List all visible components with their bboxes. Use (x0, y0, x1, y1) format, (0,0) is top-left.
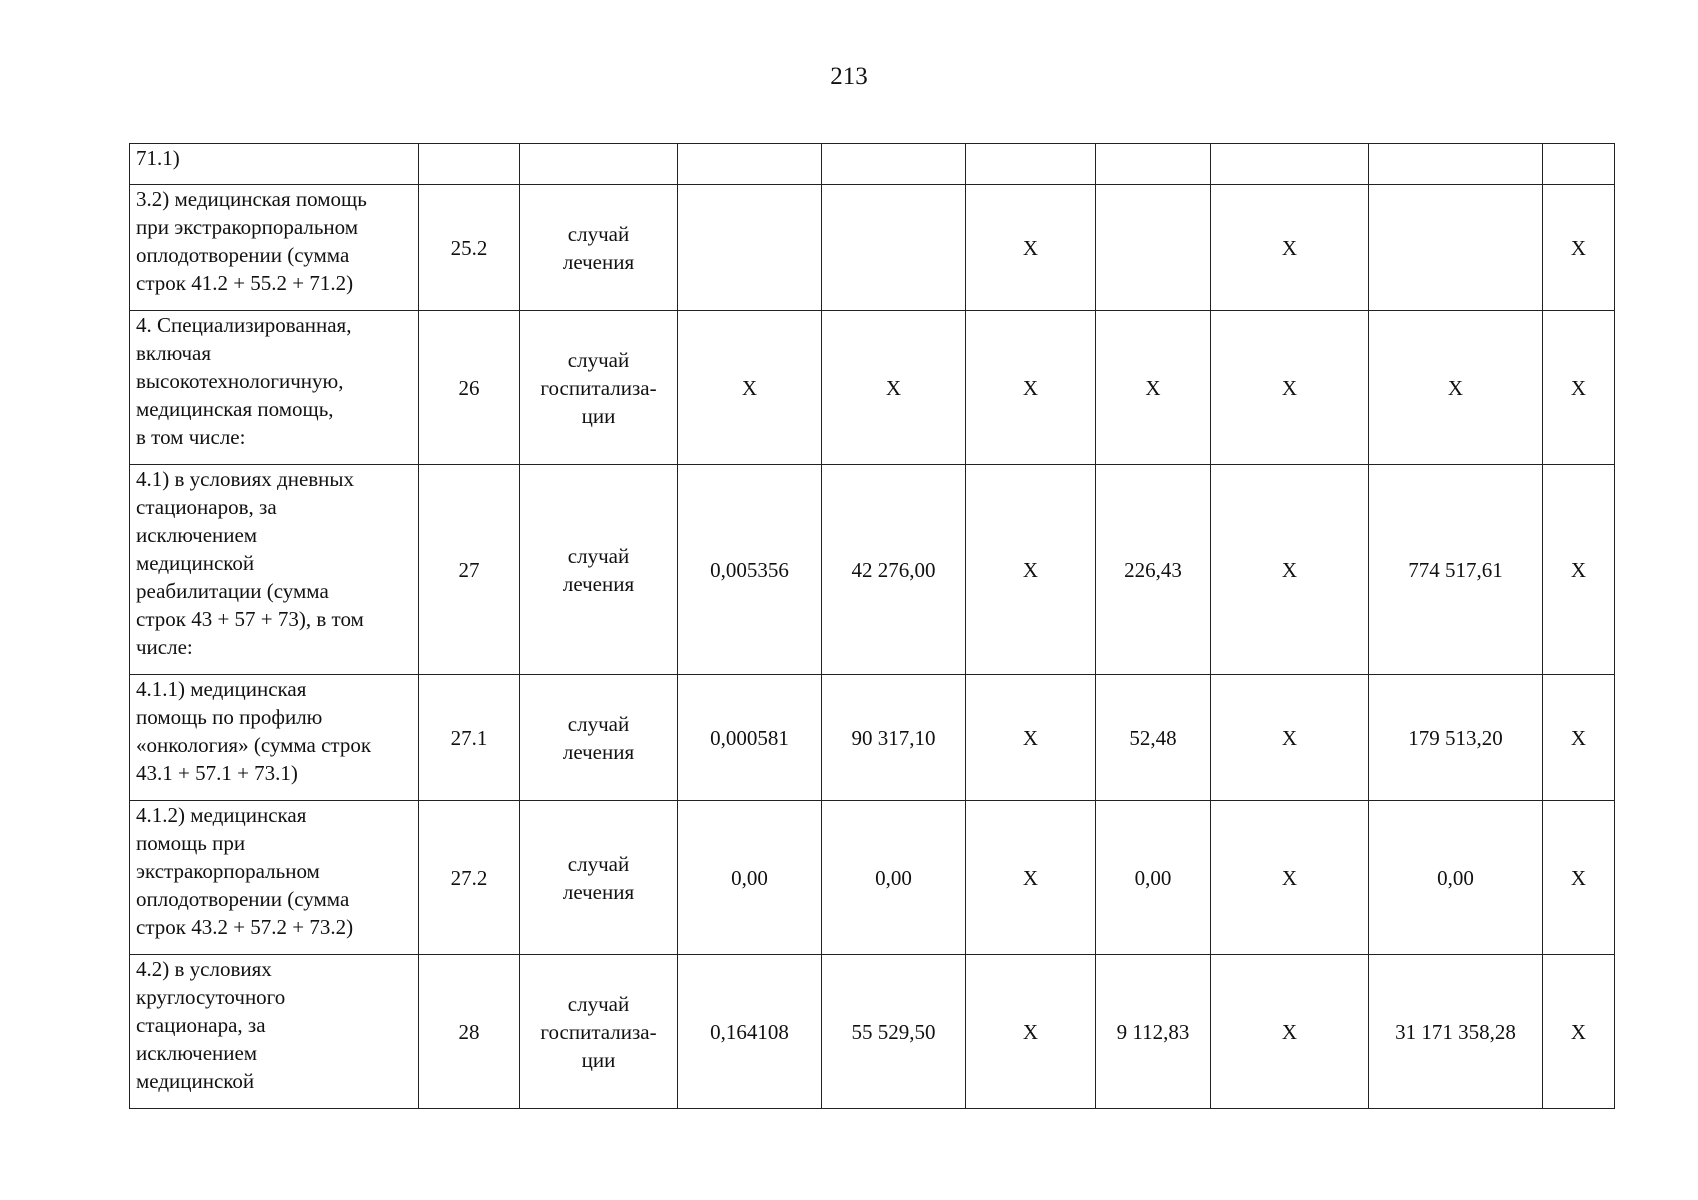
row-value-cell: 0,00 (678, 801, 822, 955)
row-unit-cell: случай лечения (520, 465, 678, 675)
row-value-cell: 90 317,10 (822, 675, 966, 801)
row-unit-cell (520, 144, 678, 185)
row-value-cell: X (966, 801, 1096, 955)
row-value-cell (966, 144, 1096, 185)
row-value-cell: 226,43 (1096, 465, 1211, 675)
table-row (130, 675, 1615, 801)
data-table (129, 143, 1615, 1109)
row-value-cell (1211, 144, 1369, 185)
row-value-cell (1369, 185, 1543, 311)
row-value-cell: X (966, 955, 1096, 1109)
row-value-cell: X (966, 465, 1096, 675)
row-value-cell (822, 144, 966, 185)
row-value-cell: X (1369, 311, 1543, 465)
row-value-cell (1543, 144, 1615, 185)
row-value-cell: X (1211, 801, 1369, 955)
row-value-cell (1369, 144, 1543, 185)
row-value-cell (822, 185, 966, 311)
row-value-cell: X (1543, 675, 1615, 801)
row-value-cell: 0,00 (822, 801, 966, 955)
page-number: 213 (830, 63, 868, 90)
row-value-cell: 0,005356 (678, 465, 822, 675)
row-value-cell: X (966, 185, 1096, 311)
row-name-cell: 4.1.1) медицинская помощь по профилю «онкология» (сумма строк 43.1 + 57.1 + 73.1) (130, 675, 419, 801)
row-value-cell: X (1211, 675, 1369, 801)
row-value-cell: X (678, 311, 822, 465)
table-row (130, 311, 1615, 465)
row-value-cell: 0,00 (1096, 801, 1211, 955)
row-code-cell (419, 144, 520, 185)
row-value-cell: 774 517,61 (1369, 465, 1543, 675)
row-code-cell: 28 (419, 955, 520, 1109)
row-name-cell: 4. Специализированная, включая высокотехнологичную, медицинская помощь, в том числе: (130, 311, 419, 465)
table-row (130, 801, 1615, 955)
row-unit-cell: случай лечения (520, 185, 678, 311)
row-value-cell: X (1543, 465, 1615, 675)
row-name-cell: 4.1.2) медицинская помощь при экстракорпоральном оплодотворении (сумма строк 43.2 + 57.2 + 73.2) (130, 801, 419, 955)
row-code-cell: 27 (419, 465, 520, 675)
row-name-cell: 71.1) (130, 144, 419, 185)
row-name-cell: 4.2) в условиях круглосуточного стационара, за исключением медицинской (130, 955, 419, 1109)
row-value-cell: X (1096, 311, 1211, 465)
table-row (130, 185, 1615, 311)
row-value-cell: 42 276,00 (822, 465, 966, 675)
row-value-cell: X (1211, 185, 1369, 311)
row-value-cell: 31 171 358,28 (1369, 955, 1543, 1109)
row-value-cell: X (1543, 185, 1615, 311)
row-name-cell: 3.2) медицинская помощь при экстракорпоральном оплодотворении (сумма строк 41.2 + 55.2 + 71.2) (130, 185, 419, 311)
row-value-cell: X (1211, 465, 1369, 675)
row-value-cell: X (822, 311, 966, 465)
row-value-cell: 0,164108 (678, 955, 822, 1109)
row-value-cell: 0,00 (1369, 801, 1543, 955)
row-code-cell: 27.1 (419, 675, 520, 801)
row-value-cell (1096, 185, 1211, 311)
row-code-cell: 26 (419, 311, 520, 465)
row-value-cell (1096, 144, 1211, 185)
row-value-cell: 0,000581 (678, 675, 822, 801)
row-value-cell: 52,48 (1096, 675, 1211, 801)
row-unit-cell: случай госпитализа- ции (520, 311, 678, 465)
row-value-cell (678, 144, 822, 185)
table-row (130, 144, 1615, 185)
table-row (130, 955, 1615, 1109)
row-name-cell: 4.1) в условиях дневных стационаров, за исключением медицинской реабилитации (сумма строк 43 + 57 + 73), в том числе: (130, 465, 419, 675)
row-value-cell: X (966, 311, 1096, 465)
row-value-cell: 55 529,50 (822, 955, 966, 1109)
row-value-cell: 179 513,20 (1369, 675, 1543, 801)
row-unit-cell: случай лечения (520, 801, 678, 955)
row-unit-cell: случай госпитализа- ции (520, 955, 678, 1109)
row-value-cell: X (1211, 955, 1369, 1109)
table-row (130, 465, 1615, 675)
row-value-cell: X (966, 675, 1096, 801)
row-value-cell: X (1543, 801, 1615, 955)
row-unit-cell: случай лечения (520, 675, 678, 801)
row-value-cell: X (1543, 955, 1615, 1109)
row-code-cell: 25.2 (419, 185, 520, 311)
row-value-cell: 9 112,83 (1096, 955, 1211, 1109)
row-value-cell (678, 185, 822, 311)
row-code-cell: 27.2 (419, 801, 520, 955)
row-value-cell: X (1211, 311, 1369, 465)
row-value-cell: X (1543, 311, 1615, 465)
